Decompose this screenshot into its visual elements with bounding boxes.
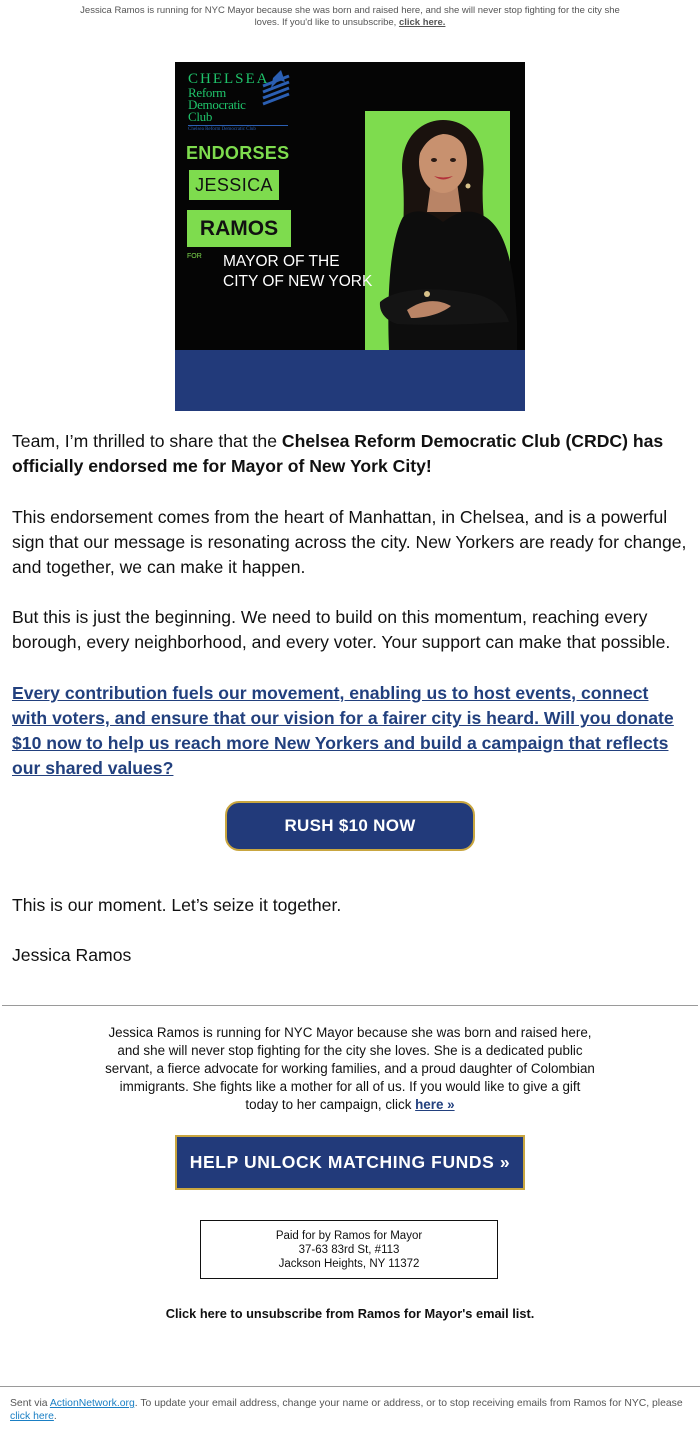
club-logo-text	[188, 72, 288, 133]
sent-via-notice	[10, 1397, 692, 1423]
intro-lead: Team, I’m thrilled to share that the	[12, 431, 282, 451]
donation-ask-link[interactable]	[12, 681, 688, 781]
unsubscribe-link[interactable]: Click here to unsubscribe from Ramos for Mayor's email list.	[165, 1306, 535, 1321]
preheader-unsubscribe-link[interactable]: click here.	[398, 17, 446, 28]
office-title: MAYOR OF THE CITY OF NEW YORK	[223, 253, 373, 290]
preheader-text: Jessica Ramos is running for NYC Mayor because she was born and raised here, and she will never stop fighting for the city she loves. If you'd like to unsubscribe,	[80, 5, 620, 28]
endorsement-graphic	[175, 62, 525, 411]
matching-funds-button[interactable]: HELP UNLOCK MATCHING FUNDS »	[175, 1135, 525, 1190]
rush-donate-button[interactable]: RUSH $10 NOW	[225, 801, 475, 851]
footer-divider	[2, 1005, 698, 1006]
paragraph-momentum: But this is just the beginning. We need to build on this momentum, reaching every borough, every neighborhood, and every voter. Your support can make that possible.	[12, 607, 671, 652]
actionnetwork-link[interactable]: ActionNetwork.org	[49, 1398, 135, 1409]
club-tagline: Chelsea Reform Democratic Club	[188, 125, 288, 133]
intro-bold: Chelsea Reform Democratic Club (CRDC) has officially endorsed me for Mayor of New York City!	[12, 431, 664, 476]
footer-blurb	[105, 1024, 595, 1114]
paragraph-endorsement: This endorsement comes from the heart of Manhattan, in Chelsea, and is a powerful sign that our message is resonating across the city. New Yorkers are ready for change, and together, we can make it happen.	[12, 507, 687, 577]
footer-blurb-text: Jessica Ramos is running for NYC Mayor because she was born and raised here, and she will never stop fighting for the city she loves. She is a dedicated public servant, a fierce advocate for working families, and a proud daughter of Colombian immigrants. She fights like a mother for all of us. If you would like to give a gift today to her campaign, click	[105, 1025, 595, 1112]
club-name-line3: Democratic	[188, 97, 246, 112]
sent-via-end: .	[53, 1411, 57, 1422]
club-name-line4: Club	[188, 109, 213, 124]
paragraph-closing: This is our moment. Let’s seize it together.	[12, 895, 342, 915]
paid-for-line2: 37-63 83rd St, #113	[298, 1244, 400, 1256]
club-name-line2: Reform	[188, 85, 226, 100]
donation-ask-text: Every contribution fuels our movement, enabling us to host events, connect with voters, and ensure that our vision for a fairer city is heard. Will you donate $10 now to help us reach more New Yorkers and build a campaign that reflects our shared values?	[12, 683, 674, 778]
paid-for-box	[200, 1220, 498, 1279]
club-name-line1: CHELSEA	[188, 71, 270, 87]
signature: Jessica Ramos	[12, 945, 132, 965]
paid-for-line3: Jackson Heights, NY 11372	[278, 1258, 420, 1270]
endorses-heading: ENDORSES	[186, 143, 290, 163]
sent-via-prefix: Sent via	[10, 1398, 50, 1409]
paragraph-intro	[12, 429, 688, 479]
sent-via-text: . To update your email address, change your name or address, or to stop receiving emails from Ramos for NYC, please	[134, 1398, 683, 1409]
footer-donate-link[interactable]: here »	[415, 1097, 455, 1112]
manage-preferences-link[interactable]: click here	[10, 1411, 54, 1422]
preheader	[80, 5, 620, 29]
bottom-divider	[0, 1386, 700, 1387]
last-name-box: RAMOS	[187, 210, 291, 247]
first-name-box: JESSICA	[189, 170, 279, 200]
paid-for-line1: Paid for by Ramos for Mayor	[275, 1230, 423, 1242]
for-label: FOR	[187, 253, 202, 260]
